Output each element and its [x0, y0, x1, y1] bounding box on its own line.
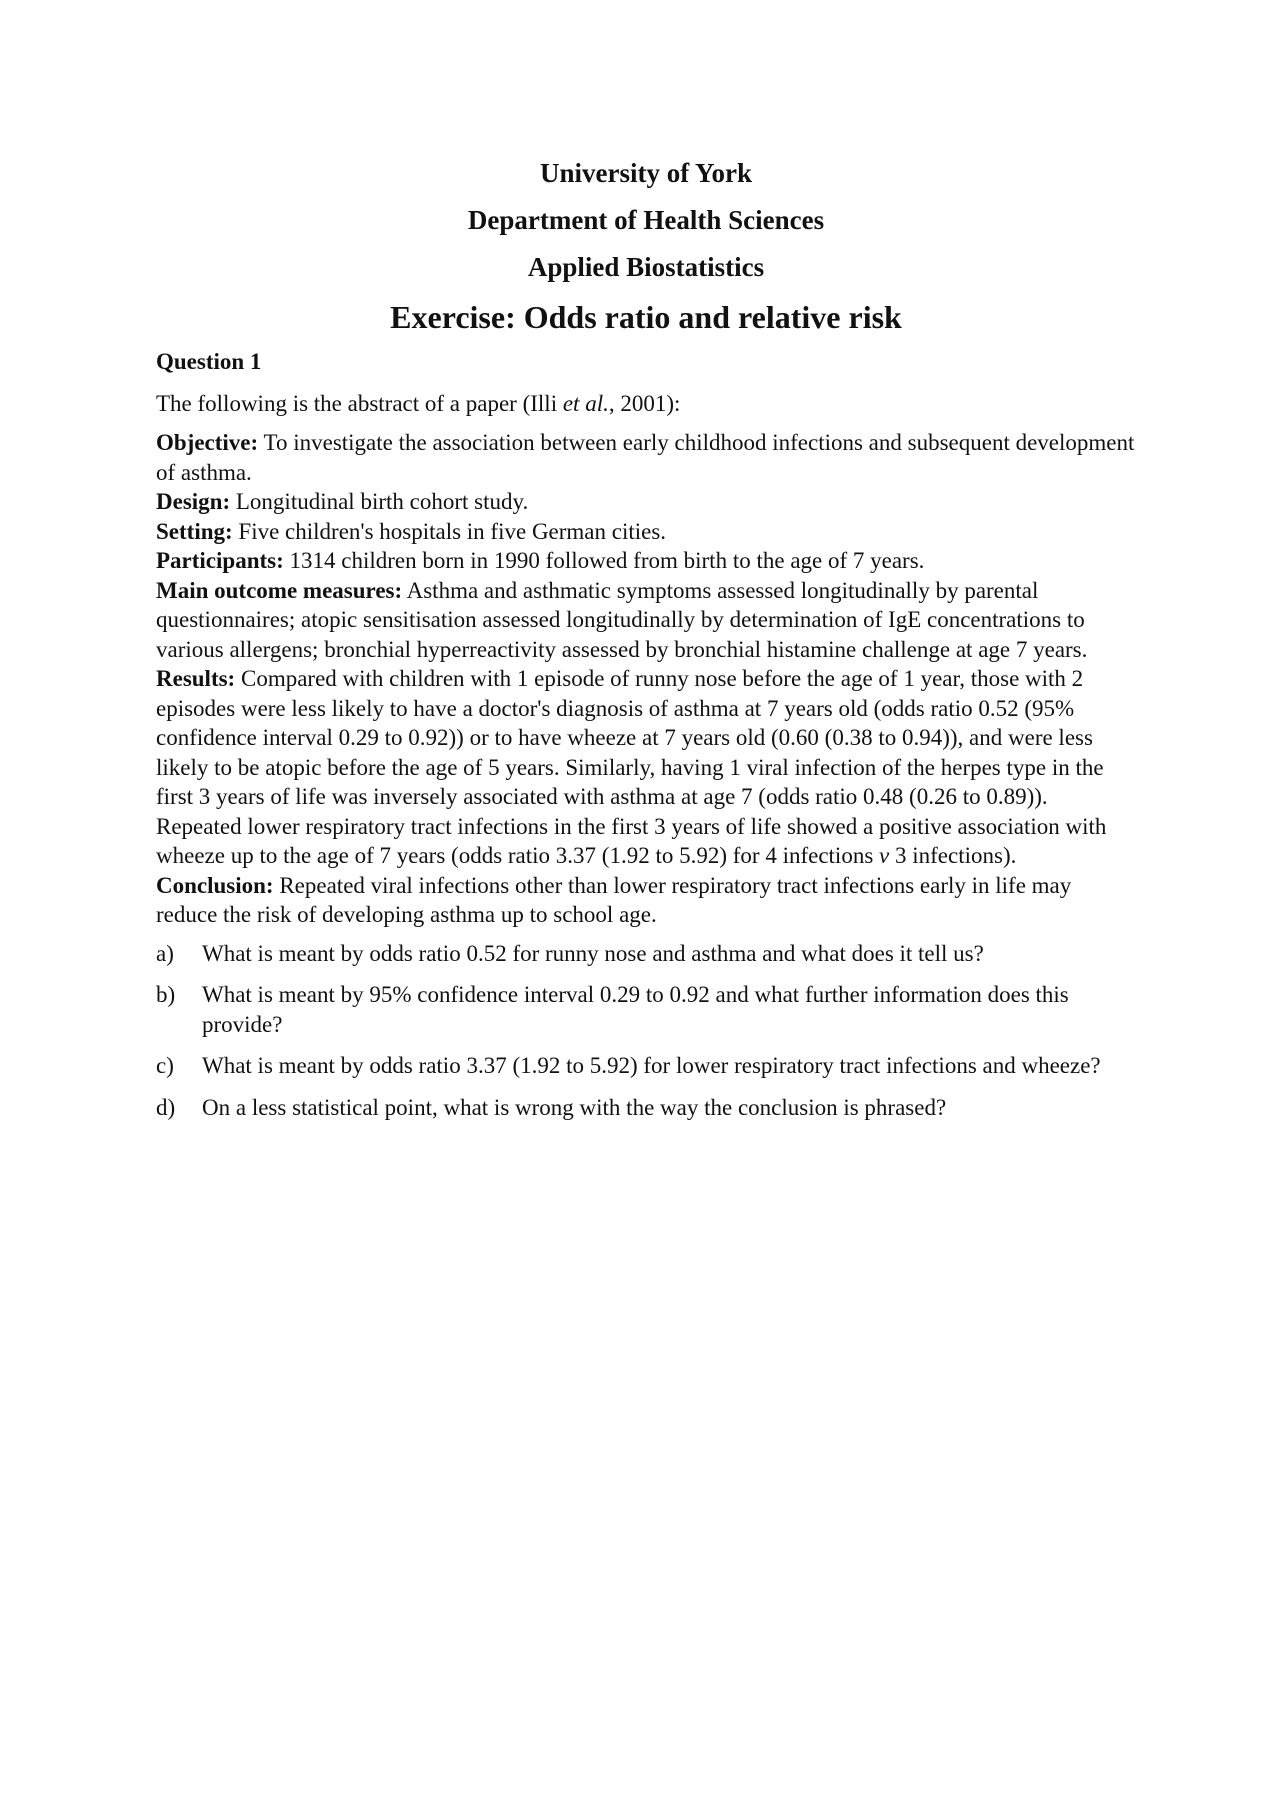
results-text: Compared with children with 1 episode of runny nose before the age of 1 year, those with 2 episodes were less likely to have a doctor's diagnosis of asthma at 7 years old (odds ratio 0.52 (95% confidence interval 0.29 to 0.92)) or to have wheeze at 7 years old (0.60 (0.38 to 0.94)), and were less likely to be atopic before the age of 5 years. Similarly, having 1 viral infection of the herpes type in the first 3 years of life was inversely associated with asthma at age 7 (odds ratio 0.48 (0.26 to 0.89)). Repeated lower respiratory tract infections in the first 3 years of life showed a positive association with wheeze up to the age of 7 years (odds ratio 3.37 (1.92 to 5.92) for 4 infections: [156, 666, 1107, 868]
abstract-setting: [156, 517, 1136, 547]
setting-label: Setting:: [156, 518, 233, 544]
results-text-end: 3 infections).: [889, 843, 1017, 868]
document-page: [156, 150, 1136, 1134]
results-italic: v: [879, 843, 890, 868]
outcome-label: Main outcome measures:: [156, 577, 403, 603]
intro-italic: et al.: [562, 391, 609, 416]
setting-text: Five children's hospitals in five German cities.: [232, 518, 667, 544]
course-name: Applied Biostatistics: [527, 252, 765, 282]
conclusion-label: Conclusion:: [156, 872, 274, 898]
conclusion-text: Repeated viral infections other than lower respiratory tract infections early in life may reduce the risk of developing asthma up to school age.: [156, 872, 1072, 927]
abstract-participants: [156, 546, 1136, 576]
abstract-results: [156, 664, 1136, 871]
subquestion-list: [156, 939, 1136, 1123]
subquestion-c: [156, 1051, 1136, 1081]
subquestion-letter: d): [156, 1094, 176, 1120]
design-label: Design:: [156, 489, 231, 514]
exercise-title: Exercise: Odds ratio and relative risk: [390, 299, 902, 335]
document-header: [156, 150, 1136, 343]
intro-text: The following is the abstract of a paper (Illi: [156, 391, 563, 416]
subquestion-letter: b): [156, 982, 176, 1007]
subquestion-text: What is meant by 95% confidence interval 0.29 to 0.92 and what further information does this provide?: [202, 982, 1069, 1037]
objective-text: To investigate the association between early childhood infections and subsequent development of asthma.: [156, 430, 1135, 485]
subquestion-d: [156, 1093, 1136, 1123]
department-name: Department of Health Sciences: [467, 205, 825, 235]
outcome-text: Asthma and asthmatic symptoms assessed longitudinally by parental questionnaires; atopic sensitisation assessed longitudinally by determination of IgE concentrations to various allergens; bronchial hyperreactivity assessed by bronchial histamine challenge at age 7 years.: [156, 577, 1088, 662]
abstract-conclusion: [156, 871, 1136, 930]
subquestion-letter: a): [156, 940, 174, 966]
abstract-outcome-measures: [156, 576, 1136, 665]
paper-abstract: [156, 428, 1136, 930]
intro-text-end: , 2001):: [608, 391, 681, 416]
subquestion-b: [156, 980, 1136, 1039]
abstract-objective: [156, 428, 1136, 487]
question-heading: Question 1: [156, 349, 262, 374]
subquestion-text: On a less statistical point, what is wrong with the way the conclusion is phrased?: [202, 1094, 947, 1120]
subquestion-text: What is meant by odds ratio 0.52 for runny nose and asthma and what does it tell us?: [202, 940, 984, 966]
results-label: Results:: [156, 666, 236, 691]
abstract-design: [156, 487, 1136, 517]
subquestion-text: What is meant by odds ratio 3.37 (1.92 to 5.92) for lower respiratory tract infections and wheeze?: [202, 1053, 1101, 1078]
subquestion-a: [156, 939, 1136, 969]
design-text: Longitudinal birth cohort study.: [230, 489, 529, 514]
subquestion-letter: c): [156, 1053, 174, 1078]
participants-label: Participants:: [156, 548, 284, 573]
objective-label: Objective:: [156, 430, 259, 455]
university-name: University of York: [540, 158, 752, 188]
question-intro: [156, 389, 1136, 419]
participants-text: 1314 children born in 1990 followed from birth to the age of 7 years.: [283, 548, 925, 573]
